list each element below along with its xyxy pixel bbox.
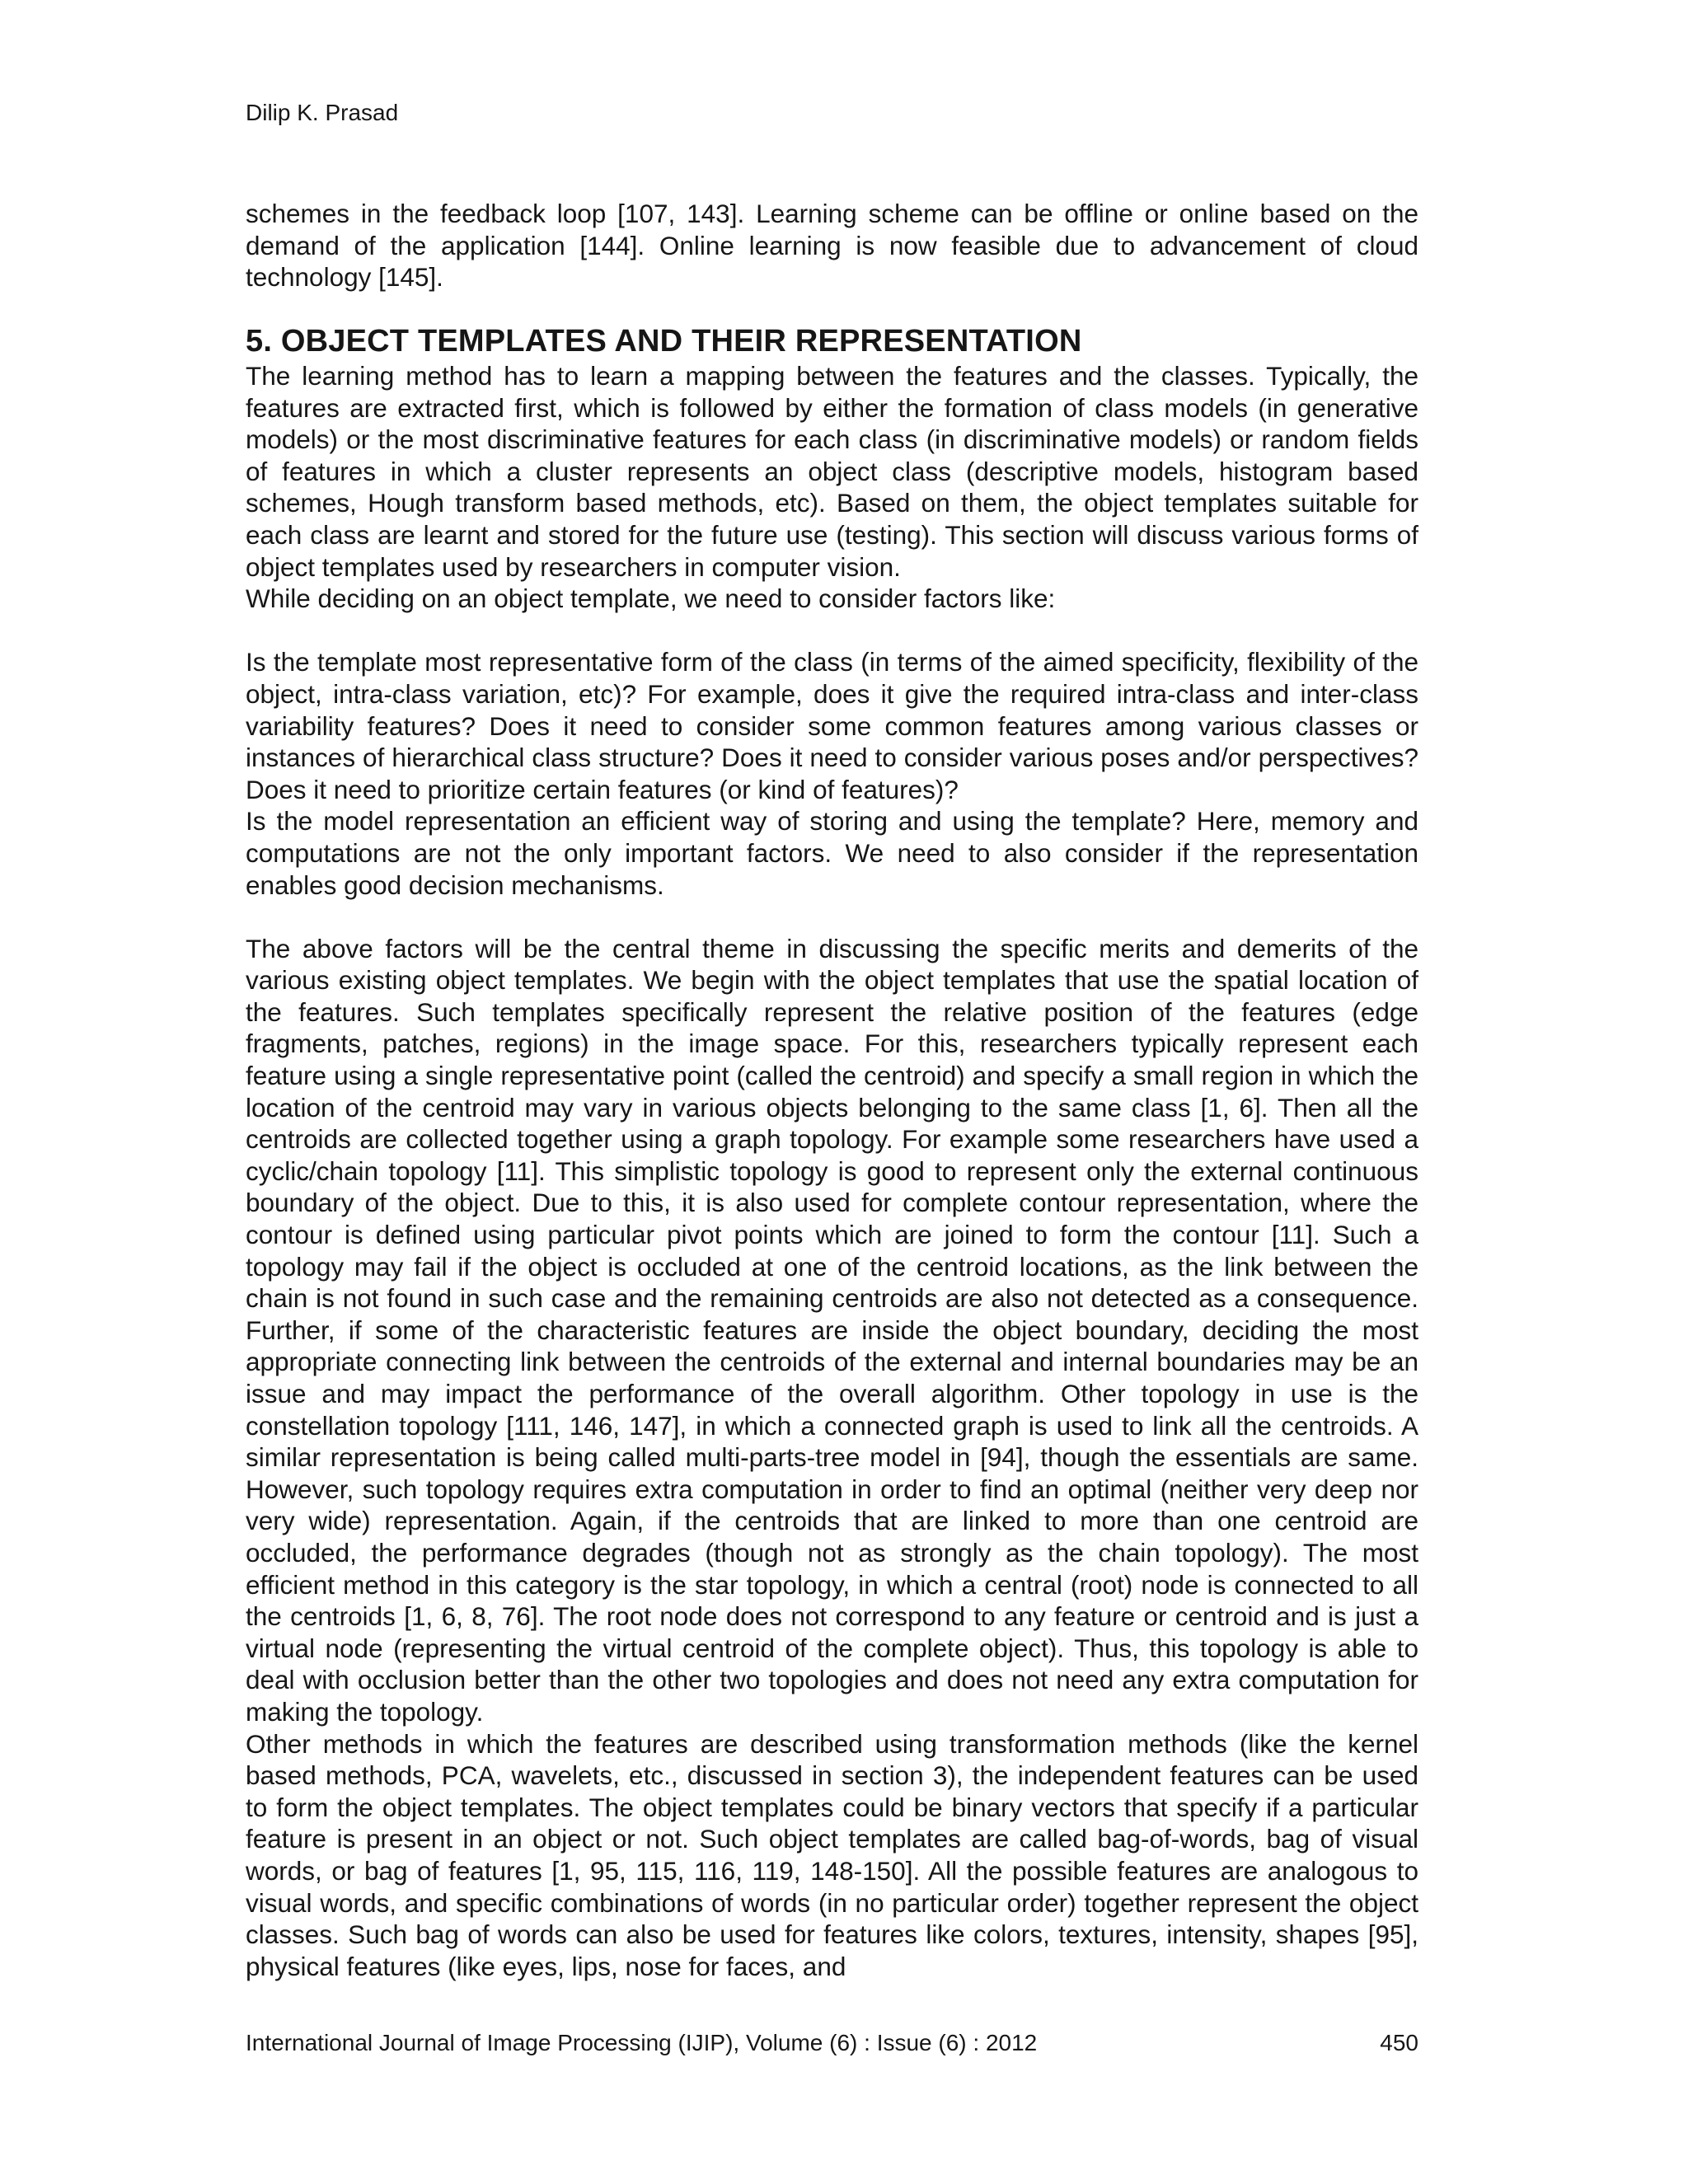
paragraph-factor-efficiency: Is the model representation an efficient way of storing and using the template? Here, memory and computations are not the only important factors. We need to also consider if the representation enables good decision mechanisms. [246, 806, 1418, 900]
section-body [246, 360, 1418, 1982]
running-footer [246, 2027, 1418, 2059]
intro-paragraph: schemes in the feedback loop [107, 143]. Learning scheme can be offline or online based on the demand of the application [144]. Online learning is now feasible due to advancement of cloud technology [145]. [246, 199, 1418, 293]
paragraph-factor-representative: Is the template most representative form of the class (in terms of the aimed specificity, flexibility of the object, intra-class variation, etc)? For example, does it give the required intra-class and inter-class variability features? Does it need to consider some common features among various classes or instances of hierarchical class structure? Does it need to consider various poses and/or perspectives? Does it need to prioritize certain features (or kind of features)? [246, 647, 1418, 804]
paragraph-topologies: The above factors will be the central theme in discussing the specific merits and demerits of the various existing object templates. We begin with the object templates that use the spatial location of the features. Such templates specifically represent the relative position of the features (edge fragments, patches, regions) in the image space. For this, researchers typically represent each feature using a single representative point (called the centroid) and specify a small region in which the location of the centroid may vary in various objects belonging to the same class [1, 6]. Then all the centroids are collected together using a graph topology. For example some researchers have used a cyclic/chain topology [11]. This simplistic topology is good to represent only the external continuous boundary of the object. Due to this, it is also used for complete contour representation, where the contour is defined using particular pivot points which are joined to form the contour [11]. Such a topology may fail if the object is occluded at one of the centroid locations, as the link between the chain is not found in such case and the remaining centroids are also not detected as a consequence. Further, if some of the characteristic features are inside the object boundary, deciding the most appropriate connecting link between the centroids of the external and internal boundaries may be an issue and may impact the performance of the overall algorithm. Other topology in use is the constellation topology [111, 146, 147], in which a connected graph is used to link all the centroids. A similar representation is being called multi-parts-tree model in [94], though the essentials are same. However, such topology requires extra computation in order to find an optimal (neither very deep nor very wide) representation. Again, if the centroids that are linked to more than one centroid are occluded, the performance degrades (though not as strongly as the chain topology). The most efficient method in this category is the star topology, in which a central (root) node is connected to all the centroids [1, 6, 8, 76]. The root node does not correspond to any feature or centroid and is just a virtual node (representing the virtual centroid of the complete object). Thus, this topology is able to deal with occlusion better than the other two topologies and does not need any extra computation for making the topology. [246, 933, 1418, 1727]
intro-text-block [246, 198, 1418, 293]
paragraph-factors-intro: While deciding on an object template, we need to consider factors like: [246, 583, 1056, 614]
paragraph-bag-of-words: Other methods in which the features are described using transformation methods (like the kernel based methods, PCA, wavelets, etc., discussed in section 3), the independent features can be used to form the object templates. The object templates could be binary vectors that specify if a particular feature is present in an object or not. Such object templates are called bag-of-words, bag of visual words, or bag of features [1, 95, 115, 116, 119, 148-150]. All the possible features are analogous to visual words, and specific combinations of words (in no particular order) together represent the object classes. Such bag of words can also be used for features like colors, textures, intensity, shapes [95], physical features (like eyes, lips, nose for faces, and [246, 1728, 1418, 1981]
footer-journal-citation: International Journal of Image Processing (IJIP), Volume (6) : Issue (6) : 2012 [246, 2030, 1038, 2055]
section-heading: 5. OBJECT TEMPLATES AND THEIR REPRESENTATION [246, 324, 1082, 359]
footer-page-number: 450 [1380, 2030, 1418, 2055]
running-header-author: Dilip K. Prasad [246, 100, 399, 125]
paragraph-learning-method: The learning method has to learn a mapping between the features and the classes. Typically, the features are extracted first, which is followed by either the formation of class models (in generative models) or the most discriminative features for each class (in discriminative models) or random fields of features in which a cluster represents an object class (descriptive models, histogram based schemes, Hough transform based methods, etc). Based on them, the object templates suitable for each class are learnt and stored for the future use (testing). This section will discuss various forms of object templates used by researchers in computer vision. [246, 361, 1418, 582]
